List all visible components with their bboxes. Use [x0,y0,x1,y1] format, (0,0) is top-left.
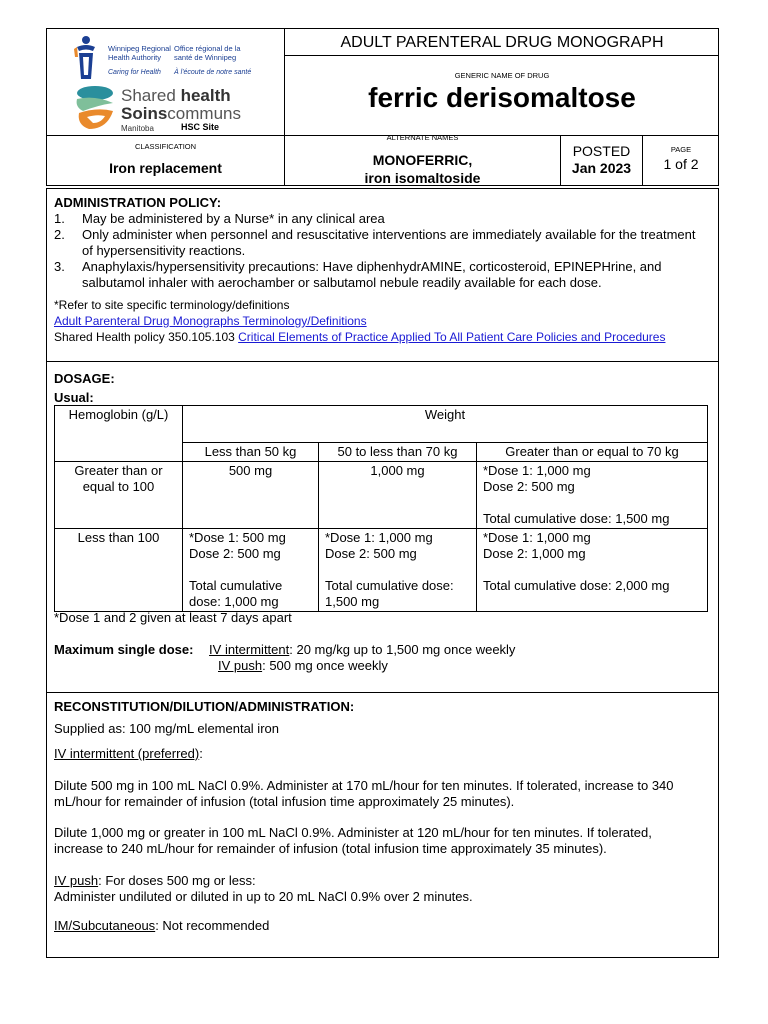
list-item [54,211,708,227]
table-row [55,462,708,529]
posted-date: Jan 2023 [571,160,632,176]
manitoba-label: Manitoba [121,124,154,133]
im-subcutaneous-heading: IM/Subcutaneous [54,918,156,933]
list-text: Only administer when personnel and resuscitative interventions are immediately available for the treatment of hypersensitivity reactions. [82,227,696,258]
dose-line: Dose 2: 500 mg [325,546,417,561]
wrha-name-fr: Office régional de la [174,44,241,53]
critical-elements-link[interactable]: Critical Elements of Practice Applied To All Patient Care Policies and Procedures [238,330,666,344]
wrha-tagline-en: Caring for Health [108,69,161,76]
policy-reference: Shared Health policy 350.105.103 [54,330,239,344]
table-row [55,406,708,443]
hemoglobin-header: Hemoglobin (g/L) [55,406,183,462]
iv-push-max: : 500 mg once weekly [262,658,388,673]
iv-intermittent-heading: IV intermittent (preferred) [54,746,200,761]
dosage-footnote: *Dose 1 and 2 given at least 7 days apart [54,610,292,625]
list-item [54,259,708,291]
table-row [55,529,708,612]
hsc-site-label: HSC Site [181,122,220,132]
wrha-figure-icon [73,35,99,81]
monograph-title: ADULT PARENTERAL DRUG MONOGRAPH [340,34,664,51]
terminology-link[interactable]: Adult Parenteral Drug Monographs Terminology/Definitions [54,314,367,328]
column-header: 50 to less than 70 kg [319,443,477,462]
usual-dose-label: Usual: [54,390,94,405]
administration-policy-section [47,189,718,362]
communs-word: communs [167,104,241,123]
monograph-header [46,28,719,186]
iv-intermittent-label: IV intermittent [209,642,290,657]
terminology-note: *Refer to site specific terminology/definitions [54,298,290,312]
monograph-body [46,188,719,958]
health-word: health [180,86,231,105]
list-number: 1. [54,211,65,226]
alternate-name-1: MONOFERRIC, [372,152,473,168]
alternate-name-2: iron isomaltoside [364,170,481,186]
column-header: Greater than or equal to 70 kg [477,443,708,462]
policy-list [54,211,708,291]
im-subcutaneous-text: : Not recommended [155,918,270,933]
list-text: May be administered by a Nurse* in any clinical area [82,211,385,226]
weight-header: Weight [183,406,708,443]
dose-line: *Dose 1: 1,000 mg [325,530,433,545]
soins-word: Soins [121,104,168,123]
page-number: 1 of 2 [663,156,699,172]
generic-drug-name: ferric derisomaltose [368,82,636,113]
dose-line: *Dose 1: 500 mg [189,530,286,545]
dose-total: Total cumulative dose: 1,500 mg [483,511,670,526]
heading-colon: : [199,746,203,761]
dose-total: Total cumulative dose: 1,000 mg [189,578,283,609]
dose-line: Dose 2: 500 mg [189,546,281,561]
max-dose-label: Maximum single dose: [54,642,194,657]
section-heading: ADMINISTRATION POLICY: [54,195,222,210]
alternate-names-label: ALTERNATE NAMES [386,133,459,142]
table-cell [183,529,319,612]
table-cell [477,529,708,612]
section-heading: RECONSTITUTION/DILUTION/ADMINISTRATION: [54,699,355,714]
generic-name-label: GENERIC NAME OF DRUG [454,71,550,80]
dose-total: Total cumulative dose: 2,000 mg [483,578,670,593]
dose-line: *Dose 1: 1,000 mg [483,463,591,478]
alternate-names [285,151,560,187]
iv-push-heading: IV push [54,873,99,888]
dosage-section [47,361,718,693]
iv-push-label: IV push [218,658,263,673]
list-text: Anaphylaxis/hypersensitivity precautions: Have diphenhydrAMINE, corticosteroid, EPINEPHrine, and salbutamol inhaler with aerochamber or salbutamol nebule readily available for each dose. [82,259,662,290]
wrha-name-en: Winnipeg Regional [108,44,171,53]
wrha-name-en-2: Health Authority [108,52,161,62]
supplied-as: Supplied as: 100 mg/mL elemental iron [54,721,279,736]
organization-logo [73,35,273,133]
page-label: PAGE [670,145,692,154]
iv-push-instruction: Administer undiluted or diluted in up to 20 mL NaCl 0.9% over 2 minutes. [54,889,473,904]
posted-label: POSTED [572,143,631,159]
dilution-paragraph: Dilute 500 mg in 100 mL NaCl 0.9%. Administer at 170 mL/hour for ten minutes. If tolerated, increase to 340 mL/hour for remainder of infusion (total infusion time approximately 25 minutes). [54,778,674,809]
dose-line: Dose 2: 1,000 mg [483,546,586,561]
list-item [54,227,708,259]
dose-line: *Dose 1: 1,000 mg [483,530,591,545]
reconstitution-section [54,699,704,934]
column-header: Less than 50 kg [183,443,319,462]
table-cell [477,462,708,529]
section-heading: DOSAGE: [54,371,115,386]
table-cell: 500 mg [183,462,319,529]
row-label: Less than 100 [55,529,183,612]
row-label: Greater than or equal to 100 [55,462,183,529]
header-divider [284,55,719,56]
dilution-paragraph: Dilute 1,000 mg or greater in 100 mL NaCl 0.9%. Administer at 120 mL/hour for ten minutes. If tolerated, increase to 240 mL/hour for remainder of infusion (total infusion time approximately 35 minutes). [54,825,652,856]
list-number: 2. [54,227,65,242]
wrha-name-fr-2: santé de Winnipeg [174,52,237,62]
iv-push-max-block [218,658,388,674]
iv-push-condition: : For doses 500 mg or less: [98,873,256,888]
iv-intermittent-max: : 20 mg/kg up to 1,500 mg once weekly [289,642,516,657]
dosage-table [54,405,708,612]
list-number: 3. [54,259,65,274]
max-dose-block [54,642,515,658]
classification-label: CLASSIFICATION [134,142,197,151]
dose-line: Dose 2: 500 mg [483,479,575,494]
classification-value: Iron replacement [109,160,222,176]
shared-health-swirl-icon [73,85,117,131]
table-cell [319,529,477,612]
dose-total: Total cumulative dose: 1,500 mg [325,578,454,609]
table-cell: 1,000 mg [319,462,477,529]
shared-word: Shared [121,86,176,105]
wrha-tagline-fr: À l'écoute de notre santé [174,69,252,76]
